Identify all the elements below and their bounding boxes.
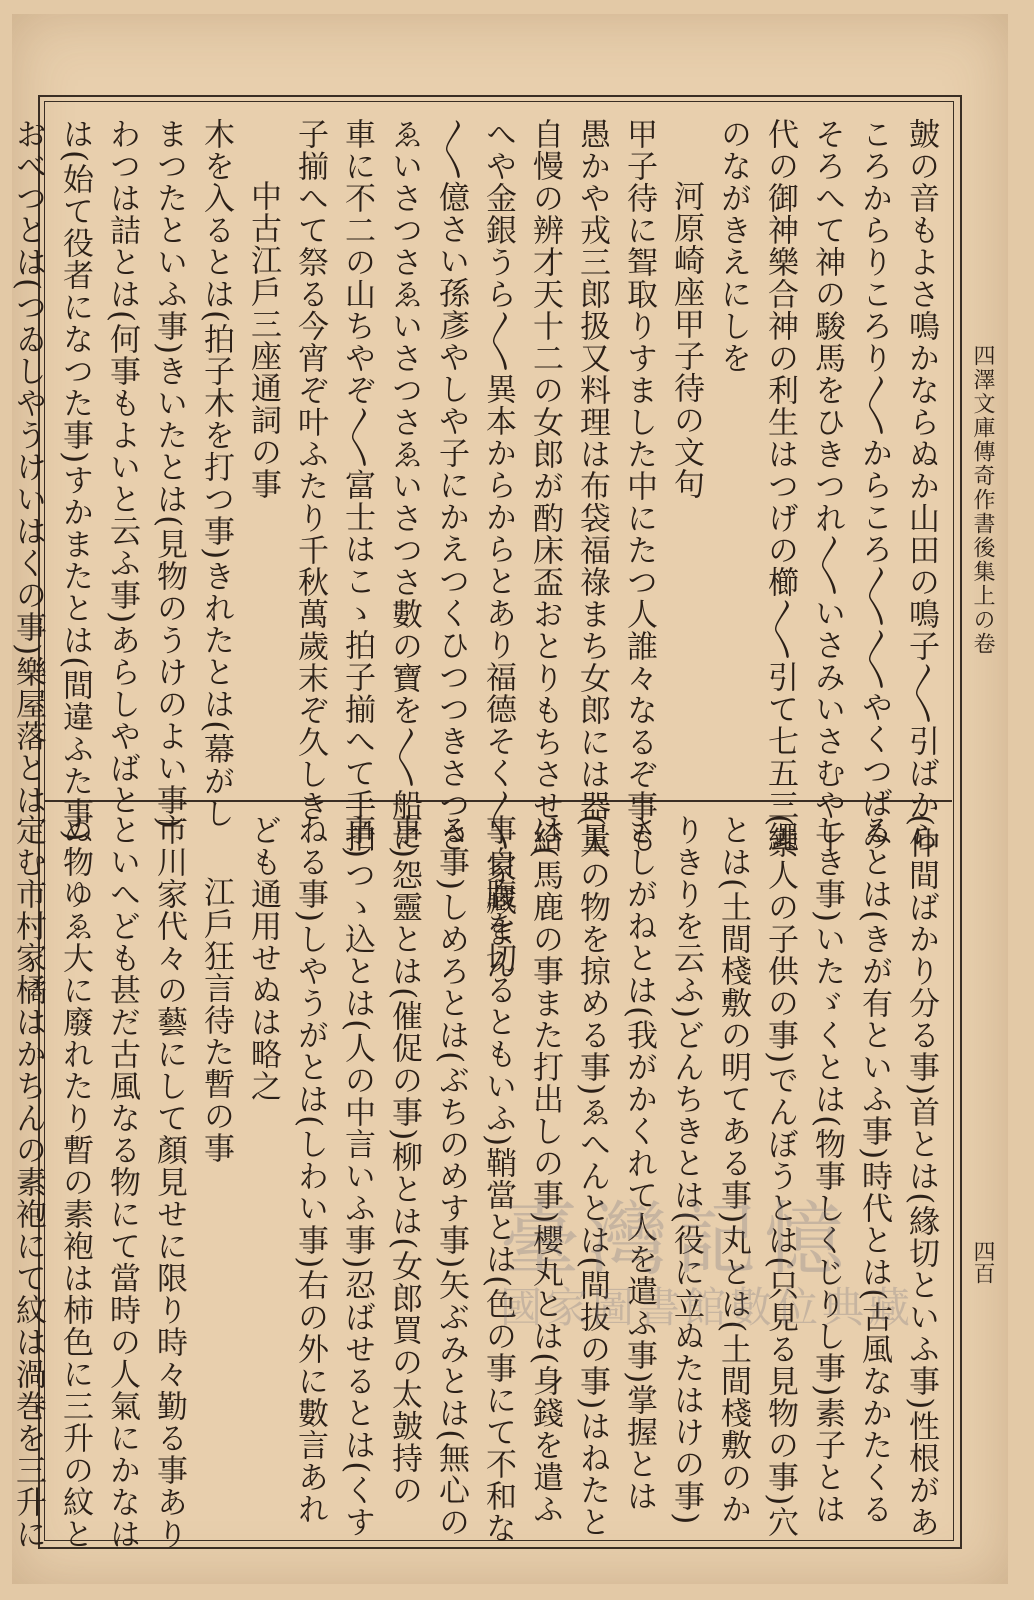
section-heading: 中古江戶三座通詞の事: [245, 180, 281, 500]
text-column: 子揃へて祭る今宵ぞ叶ふたり千秋萬歲末ぞ久しき: [292, 118, 328, 822]
text-column: 皷の音もよさ鳴かならぬか山田の鳴子〳〵引ばから: [903, 118, 939, 853]
text-column: さしがねとは(我がかくれて人を遣ふ事)掌握とは: [621, 814, 657, 1513]
text-column: ぬ物ゆゑ大に廢れたり暫の素袍は柿色に三升の紋と: [57, 814, 93, 1550]
text-column: (仲間ばかり分る事)首とは(緣切といふ事)性根があ: [903, 814, 939, 1539]
section-heading: 河原崎座甲子待の文句: [668, 180, 704, 500]
running-head: 四澤文庫傳奇作書後集上の卷: [970, 344, 995, 656]
text-column: 事自腹を切るともいふ)鞘當とは(色の事にて不和な: [480, 814, 516, 1545]
text-column: おべつとは(つゐしやうけいはくの事)樂屋落とは: [10, 118, 46, 817]
text-column: るとは(きが有といふ事)時代とは(古風なかたくる: [856, 814, 892, 1526]
text-column: 自慢の辨才天十二の女郎が酌床盃おとりもちさせ給: [527, 118, 563, 854]
text-column: 代の御神樂合神の利生はつげの櫛〳〵引て七五三繩: [762, 118, 798, 853]
text-column: 車に不二の山ちやぞ〳〵富士はこゝ拍子揃へて手拍: [339, 118, 375, 853]
text-column: る事)しめろとは(ぶちのめす事)矢ぶみとは(無心の: [433, 814, 469, 1539]
text-column: (人の物を掠める事)ゑへんとは(間抜の事)はねたと: [574, 814, 610, 1539]
text-column: 〳〵億さい孫彥やしや子にかえつくひつつきさつさ: [433, 118, 469, 853]
text-column: 事)怨靈とは(催促の事)柳とは(女郎買の太皷持の: [386, 814, 422, 1507]
page-number: 四百: [970, 1240, 995, 1284]
text-column: 木を入るとは(拍子木を打つ事)きれたとは(幕がし: [198, 118, 234, 830]
text-column: のながきえにしを: [715, 118, 751, 374]
text-column: ねる事)しやうがとは(しわい事)右の外に數言あれ: [292, 814, 328, 1526]
text-column: 甲子待に聟取りすました中にたつ人誰々なるぞ事も: [621, 118, 657, 854]
text-column: は(馬鹿の事また打出しの事)櫻丸とは(身錢を遣ふ: [527, 814, 563, 1526]
watermark-main-text: 臺灣記憶: [500, 1193, 852, 1286]
text-column: 事)つゝ込とは(人の中言いふ事)忍ばせるとは(くす: [339, 814, 375, 1539]
lower-text-block: [10, 814, 944, 1550]
text-column: 市川家代々の藝にして顏見せに限り時々勤る事あり: [151, 814, 187, 1550]
text-column: ころからりころり〳〵からころ〳〵〳〵やくつばみ: [856, 118, 892, 851]
text-column: りきりを云ふ)どんちきとは(役に立ぬたはけの事): [668, 814, 704, 1526]
text-column: まつたといふ事)きいたとは(見物のうけのよい事): [151, 118, 187, 830]
text-column: わつは詰とは(何事もよいと云ふ事)あらしやばと: [104, 118, 140, 817]
text-column: へや金銀うら〳〵異本からからとあり福德そく〳〵家藏まん: [480, 118, 516, 980]
text-column: (素人の子供の事)でんぼうとは(只見る見物の事)穴: [762, 814, 798, 1539]
text-column: とは(土間棧敷の明てある事)丸とは(土間棧敷のか: [715, 814, 751, 1526]
text-column: 愚かや戎三郎扱又料理は布袋福祿まち女郎には器量: [574, 118, 610, 854]
text-column: ども通用せぬは略之: [245, 814, 281, 1102]
text-column: そろへて神の駿馬をひきつれ〳〵いさみいさむや千: [809, 118, 845, 853]
watermark-sub-text: 國家圖書館數位典藏: [500, 1283, 915, 1332]
text-column: といへども甚だ古風なる物にて當時の人氣にかなは: [104, 814, 140, 1550]
text-column: ゑいさつさゑいさつさゑいさつさ數の寶を〳〵船に: [386, 118, 422, 853]
section-heading: 江戶狂言待た暫の事: [198, 876, 234, 1164]
text-column: しき事)いたゞくとは(物事しくじりし事)素子とは: [809, 814, 845, 1526]
text-column: 定む市村家橘はかちんの素袍にて紋は渦巻を三升に: [10, 814, 46, 1550]
text-column: は(始て役者になつた事)すかまたとは(間違ふた事): [57, 118, 93, 843]
